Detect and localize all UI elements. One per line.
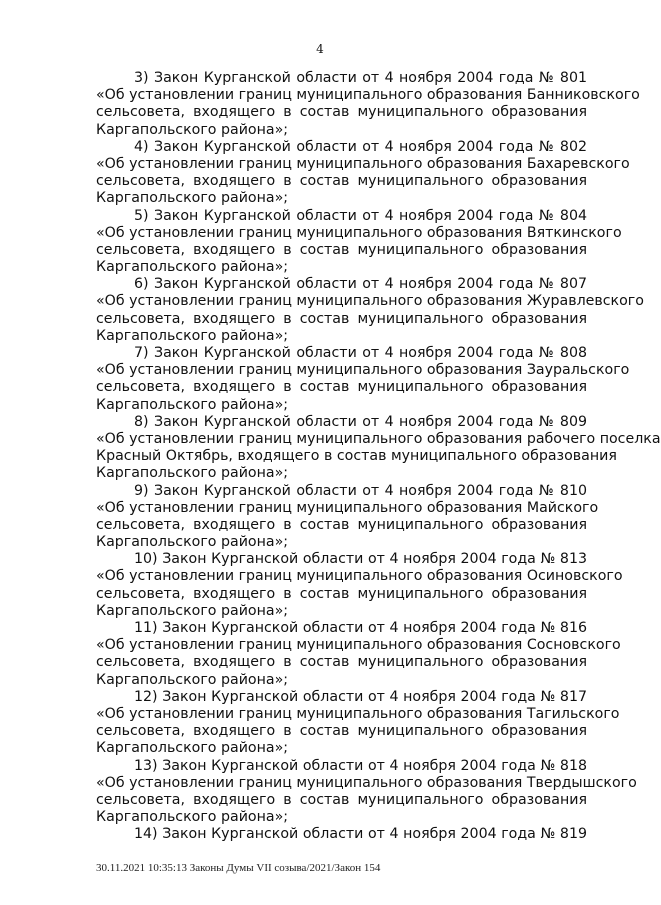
law-item-line: Каргапольского района»;: [96, 259, 289, 276]
law-item-line: сельсовета, входящего в состав муниципального образования: [96, 173, 587, 190]
law-item-line: «Об установлении границ муниципального образования Банниковского: [96, 87, 640, 104]
law-item-line: сельсовета, входящего в состав муниципального образования: [96, 241, 587, 258]
law-item-line: «Об установлении границ муниципального образования Бахаревского: [96, 155, 630, 172]
law-item-line: Каргапольского района»;: [96, 465, 289, 482]
law-item-line: Каргапольского района»;: [96, 534, 289, 551]
law-item-line: сельсовета, входящего в состав муниципального образования: [96, 379, 587, 396]
law-item-heading-line: 12) Закон Курганской области от 4 ноября 2004 года № 817: [134, 688, 587, 705]
law-item-line: Каргапольского района»;: [96, 671, 289, 688]
law-item-heading-line: 5) Закон Курганской области от 4 ноября 2004 года № 804: [134, 207, 587, 224]
law-item: [96, 207, 622, 277]
law-item: [96, 276, 644, 345]
law-item-line: Каргапольского района»;: [96, 121, 289, 138]
law-item: [96, 757, 637, 827]
law-item-line: Каргапольского района»;: [96, 740, 289, 757]
law-item: [96, 620, 621, 689]
law-item-line: сельсовета, входящего в состав муниципального образования: [96, 516, 587, 533]
law-item-line: сельсовета, входящего в состав муниципального образования: [96, 791, 587, 808]
law-item-line: сельсовета, входящего в состав муниципального образования: [96, 104, 587, 121]
law-item-heading-line: 13) Закон Курганской области от 4 ноября 2004 года № 818: [134, 757, 587, 774]
law-item-line: Каргапольского района»;: [96, 327, 289, 344]
law-item: [96, 345, 630, 414]
law-item-line: сельсовета, входящего в состав муниципального образования: [96, 654, 587, 671]
law-item-line: «Об установлении границ муниципального образования Сосновского: [96, 637, 621, 654]
law-item-line: «Об установлении границ муниципального образования Зауральского: [96, 362, 630, 379]
law-item-heading-line: 11) Закон Курганской области от 4 ноября 2004 года № 816: [134, 620, 587, 636]
law-item-heading-line: 9) Закон Курганской области от 4 ноября 2004 года № 810: [134, 482, 587, 499]
law-item: [96, 482, 599, 552]
law-item-line: Каргапольского района»;: [96, 190, 289, 207]
law-item-line: Каргапольского района»;: [96, 809, 289, 826]
law-item: [96, 138, 630, 208]
law-item-line: «Об установлении границ муниципального образования рабочего поселка: [96, 430, 661, 447]
page-number: 4: [316, 42, 324, 56]
law-item-line: «Об установлении границ муниципального образования Тагильского: [96, 705, 620, 722]
law-item-heading-line: 14) Закон Курганской области от 4 ноября 2004 года № 819: [134, 826, 587, 843]
law-item-line: сельсовета, входящего в состав муниципального образования: [96, 723, 587, 740]
law-item: [96, 413, 661, 483]
law-item-heading-line: 7) Закон Курганской области от 4 ноября 2004 года № 808: [134, 345, 587, 361]
law-item-line: сельсовета, входящего в состав муниципального образования: [96, 310, 587, 327]
law-item-line: Каргапольского района»;: [96, 396, 289, 413]
law-item-heading-line: 6) Закон Курганской области от 4 ноября 2004 года № 807: [134, 276, 587, 293]
law-item-heading-line: 10) Закон Курганской области от 4 ноября 2004 года № 813: [134, 551, 587, 568]
law-item-line: «Об установлении границ муниципального образования Вяткинского: [96, 224, 622, 241]
law-item-heading-line: 8) Закон Курганской области от 4 ноября 2004 года № 809: [134, 413, 587, 430]
law-item-line: «Об установлении границ муниципального образования Осиновского: [96, 568, 623, 585]
law-item: [96, 826, 587, 843]
law-item-line: «Об установлении границ муниципального образования Твердышского: [96, 774, 637, 791]
document-footer: 30.11.2021 10:35:13 Законы Думы VII созыва/2021/Закон 154: [96, 862, 381, 874]
law-item-line: Каргапольского района»;: [96, 602, 289, 619]
document-body: [96, 70, 661, 843]
law-item-line: «Об установлении границ муниципального образования Майского: [96, 499, 599, 516]
law-item-heading-line: 3) Закон Курганской области от 4 ноября 2004 года № 801: [134, 70, 587, 86]
law-item: [96, 70, 640, 139]
law-item-heading-line: 4) Закон Курганской области от 4 ноября 2004 года № 802: [134, 138, 587, 155]
law-item: [96, 688, 620, 758]
law-item-line: Красный Октябрь, входящего в состав муниципального образования: [96, 448, 617, 465]
law-item-line: «Об установлении границ муниципального образования Журавлевского: [96, 293, 644, 310]
law-item: [96, 551, 623, 620]
law-item-line: сельсовета, входящего в состав муниципального образования: [96, 585, 587, 602]
